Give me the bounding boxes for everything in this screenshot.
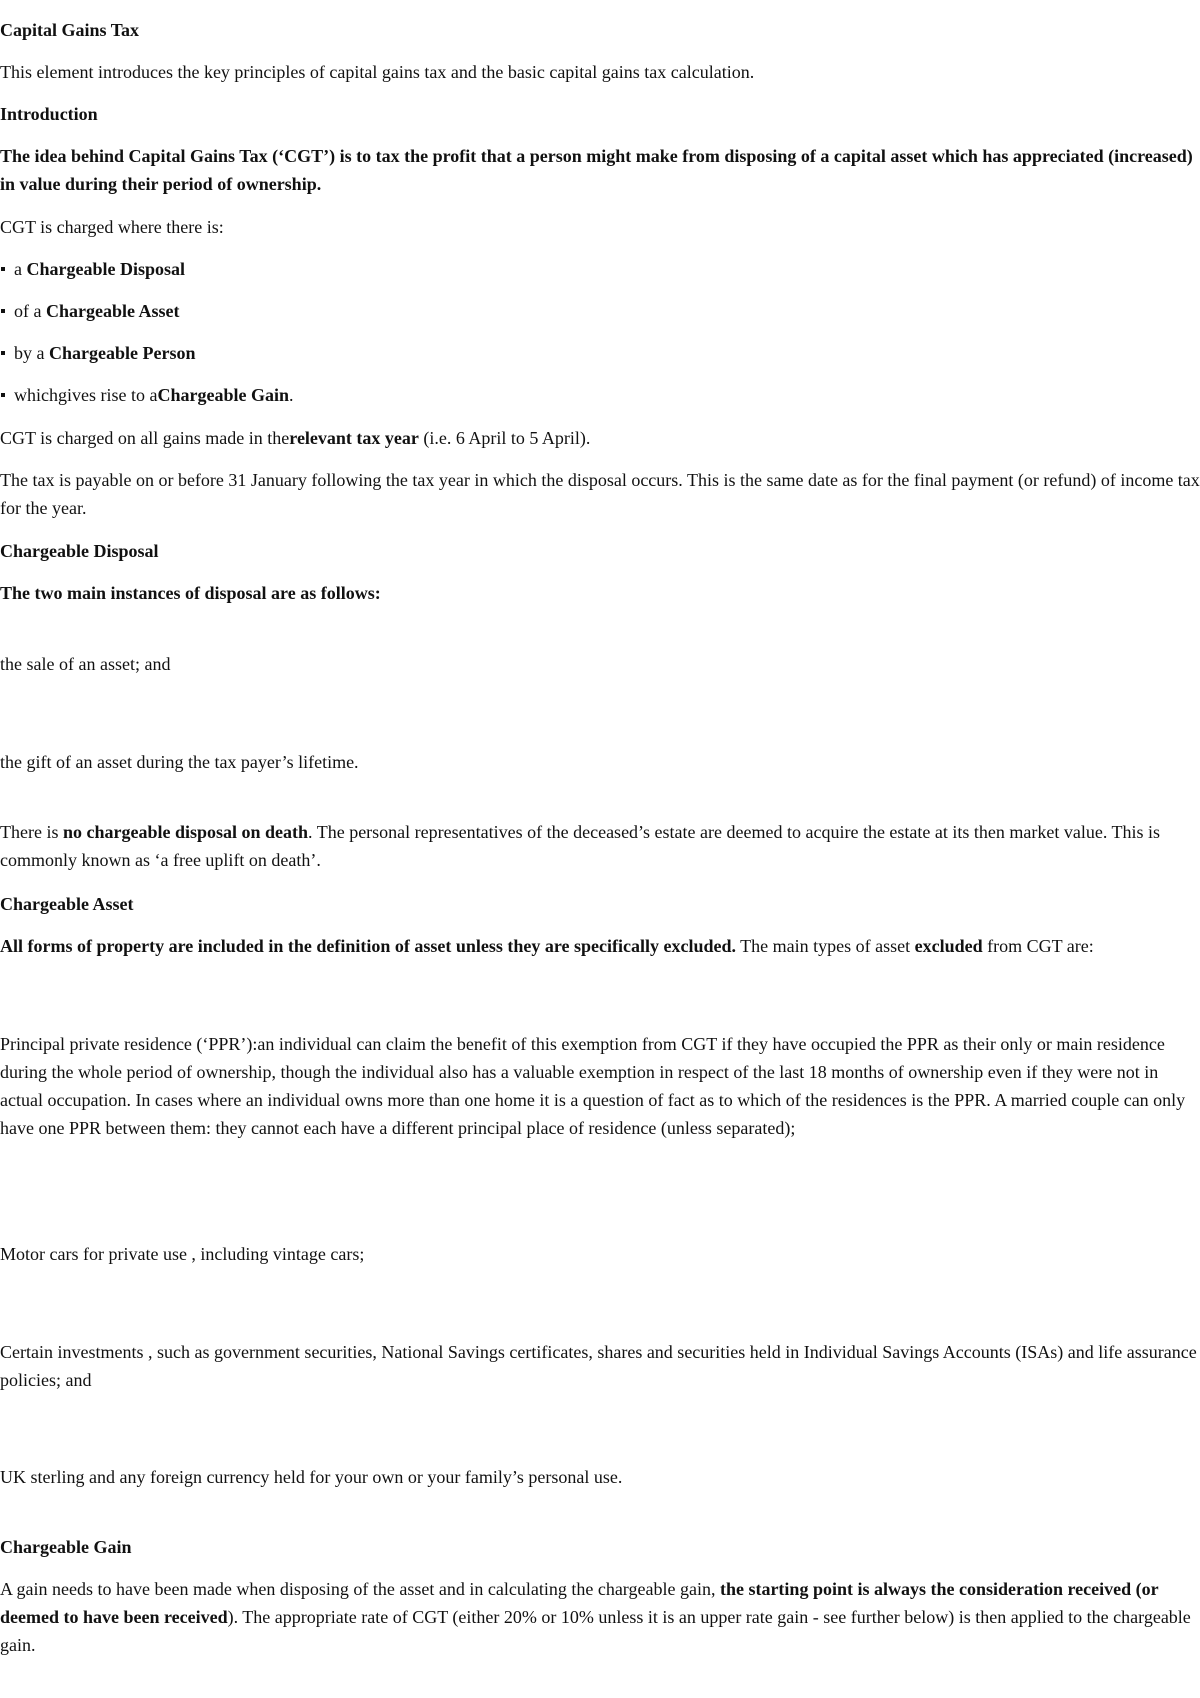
bullet-bold: Chargeable Gain — [157, 385, 289, 405]
idea-paragraph: The idea behind Capital Gains Tax (‘CGT’) is to tax the profit that a person might make from disposing of a capital asset which has appreciated (increased) in value during their period of ownership. — [0, 146, 1193, 194]
bullet-pre: whichgives rise to a — [14, 385, 158, 405]
gain-post: ). The appropriate rate of CGT (either 20% or 10% unless it is an upper rate gain - see further below) is then applied to the chargeable gain. — [0, 1607, 1191, 1655]
charged-where-text: CGT is charged where there is: — [0, 217, 224, 237]
asset-bold: All forms of property are included in the definition of asset unless they are specifically excluded. — [0, 936, 736, 956]
bullet-item — [0, 381, 1200, 409]
asset-paragraph — [0, 932, 1200, 960]
bullet-pre: of a — [14, 301, 46, 321]
introduction-heading: Introduction — [0, 104, 98, 124]
disposal-sale-item: the sale of an asset; and — [0, 654, 171, 674]
bullet-item — [0, 339, 1200, 367]
death-post: . The personal representatives of the deceased’s estate are deemed to acquire the estate at its then market value. This is commonly known as ‘a free uplift on death’. — [0, 822, 1161, 870]
bullet-item — [0, 255, 1200, 283]
death-bold: no chargeable disposal on death — [62, 822, 309, 842]
gain-paragraph — [0, 1575, 1200, 1659]
death-pre: There is — [0, 822, 63, 842]
bullet-pre: by a — [14, 343, 49, 363]
bullet-post: . — [288, 385, 294, 405]
disposal-gift-item: the gift of an asset during the tax payer’s lifetime. — [0, 752, 359, 772]
death-paragraph — [0, 818, 1200, 874]
payable-paragraph: The tax is payable on or before 31 January following the tax year in which the disposal occurs. This is the same date as for the final payment (or refund) of income tax for the year. — [0, 470, 1200, 518]
gain-heading: Chargeable Gain — [0, 1537, 132, 1557]
motor-cars-item: Motor cars for private use , including vintage cars; — [0, 1244, 365, 1264]
tax-year-pre: CGT is charged on all gains made in the — [0, 428, 290, 448]
page-title: Capital Gains Tax — [0, 20, 140, 40]
gain-bold: the starting point is always the consideration received (or deemed to have been received — [0, 1579, 1159, 1627]
disposal-instances-text: The two main instances of disposal are as follows: — [0, 583, 381, 603]
bullet-pre: a — [14, 259, 27, 279]
asset-post: from CGT are: — [982, 936, 1094, 956]
tax-year-post: (i.e. 6 April to 5 April). — [418, 428, 591, 448]
asset-mid: The main types of asset — [735, 936, 915, 956]
bullet-icon — [1, 393, 5, 397]
bullet-bold: Chargeable Disposal — [26, 259, 186, 279]
bullet-bold: Chargeable Person — [49, 343, 196, 363]
asset-heading: Chargeable Asset — [0, 894, 134, 914]
bullet-icon — [1, 351, 5, 355]
tax-year-bold: relevant tax year — [289, 428, 419, 448]
ppr-item: Principal private residence (‘PPR’):an individual can claim the benefit of this exemption from CGT if they have occupied the PPR as their only or main residence during the whole period of ownership, though the individual also has a valuable exemption in respect of the last 18 months of ownership even if they were not in actual occupation. In cases where an individual owns more than one home it is a question of fact as to which of the residences is the PPR. A married couple can only have one PPR between them: they cannot each have a different principal place of residence (unless separated); — [0, 1034, 1186, 1138]
bullet-icon — [1, 309, 5, 313]
tax-year-paragraph — [0, 424, 1200, 452]
bullet-item — [0, 297, 1200, 325]
gain-pre: A gain needs to have been made when disposing of the asset and in calculating the chargeable gain, — [0, 1579, 720, 1599]
intro-paragraph: This element introduces the key principles of capital gains tax and the basic capital gains tax calculation. — [0, 62, 755, 82]
investments-item: Certain investments , such as government securities, National Savings certificates, shares and securities held in Individual Savings Accounts (ISAs) and life assurance policies; and — [0, 1342, 1197, 1390]
disposal-heading: Chargeable Disposal — [0, 541, 159, 561]
sterling-item: UK sterling and any foreign currency held for your own or your family’s personal use. — [0, 1467, 623, 1487]
asset-excluded: excluded — [914, 936, 983, 956]
bullet-icon — [1, 267, 5, 271]
bullet-bold: Chargeable Asset — [45, 301, 180, 321]
